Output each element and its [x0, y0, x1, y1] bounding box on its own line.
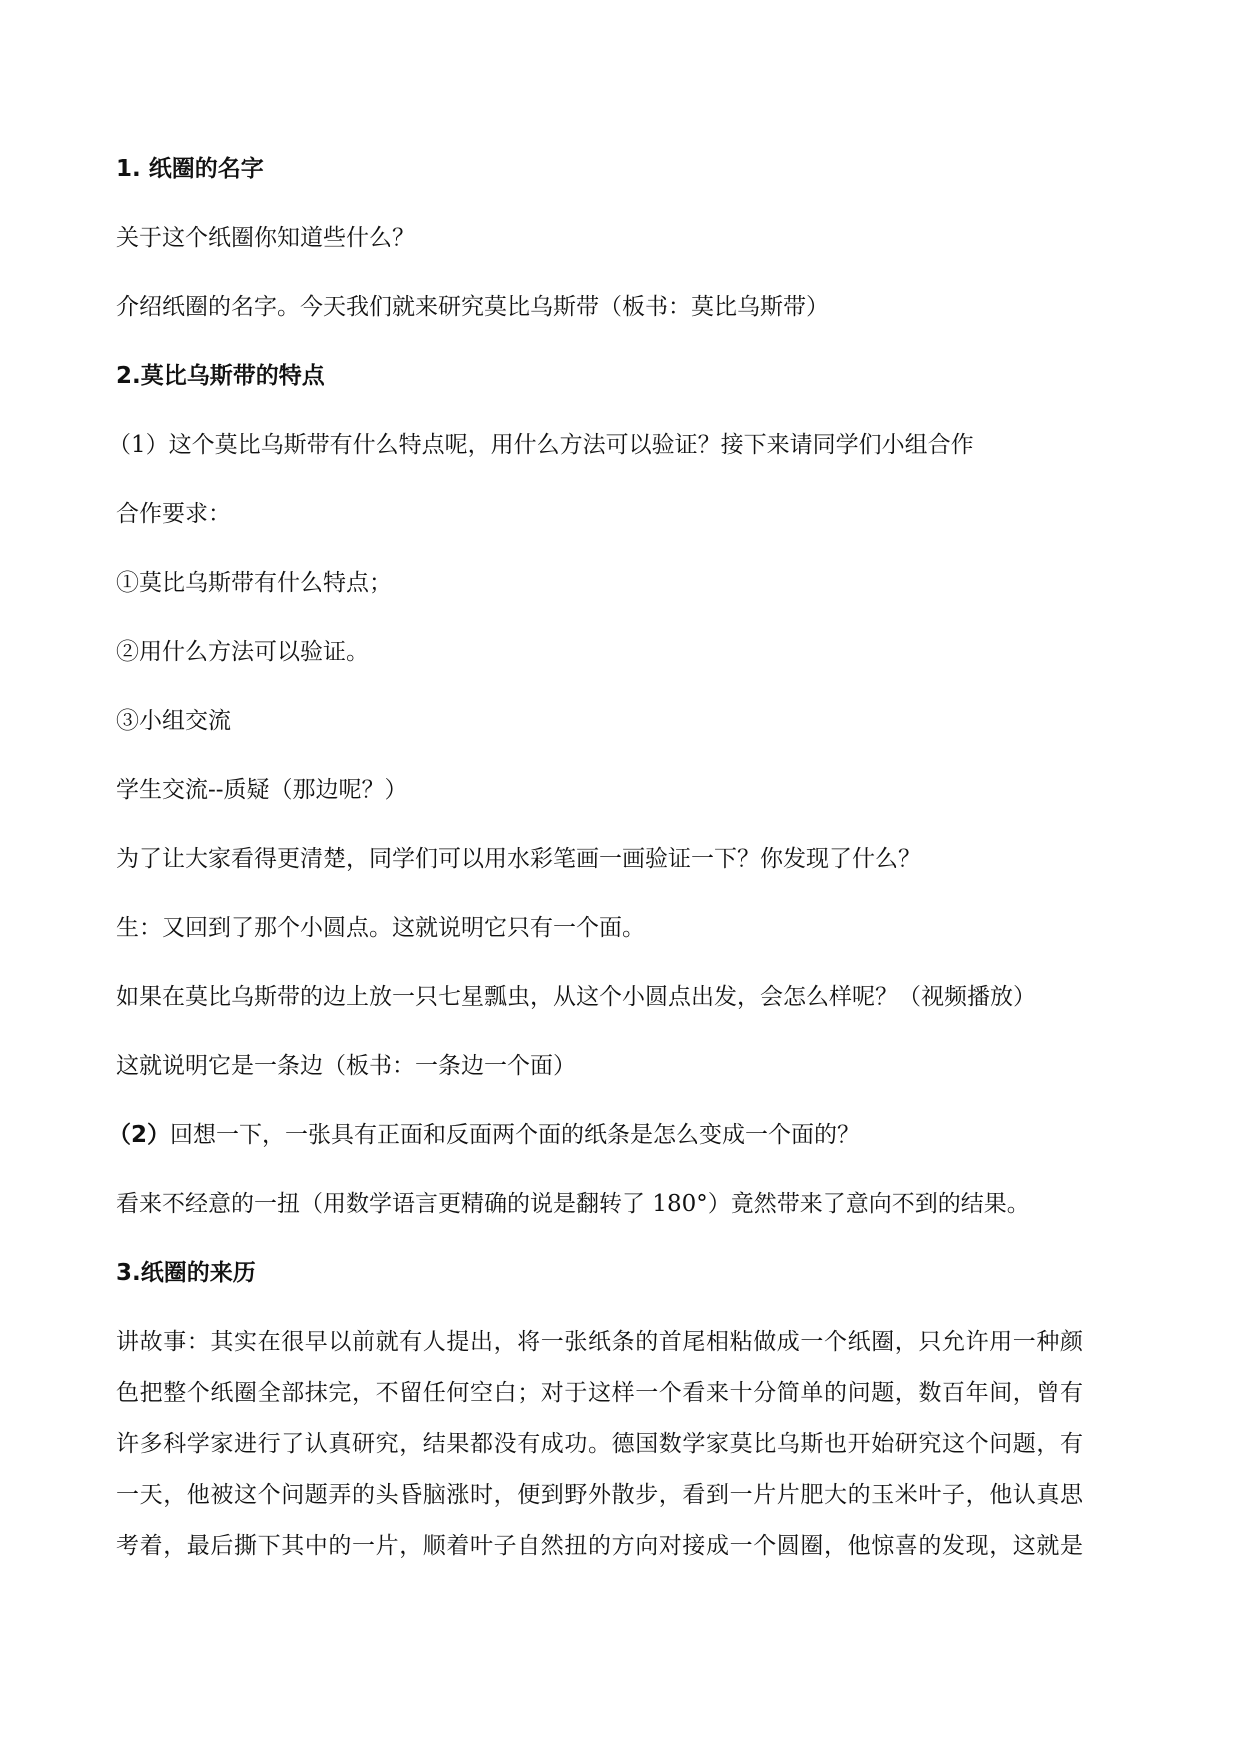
item2-text: 回想一下，一张具有正面和反面两个面的纸条是怎么变成一个面的？	[170, 1122, 861, 1148]
requirements-title: 合作要求：	[116, 501, 231, 527]
twist-conclusion: 看来不经意的一扭（用数学语言更精确的说是翻转了 180°）竟然带来了意向不到的结果。	[116, 1191, 1030, 1217]
story-line: 讲故事：其实在很早以前就有人提出，将一张纸条的首尾相粘做成一个纸圈，只允许用一种颜	[116, 1329, 1084, 1355]
requirement-2: ②用什么方法可以验证。	[116, 639, 369, 665]
story-paragraph	[116, 1325, 1136, 1563]
section2-heading: 2.莫比乌斯带的特点	[116, 363, 325, 389]
clearer-instruction: 为了让大家看得更清楚，同学们可以用水彩笔画一画验证一下？你发现了什么？	[116, 846, 921, 872]
one-edge-conclusion: 这就说明它是一条边（板书：一条边一个面）	[116, 1053, 576, 1079]
section1-intro: 介绍纸圈的名字。今天我们就来研究莫比乌斯带（板书：莫比乌斯带）	[116, 294, 829, 320]
section2-item2	[108, 1118, 1136, 1152]
requirement-1: ①莫比乌斯带有什么特点；	[116, 570, 392, 596]
story-line: 色把整个纸圈全部抹完，不留任何空白；对于这样一个看来十分简单的问题，数百年间，曾有	[116, 1380, 1084, 1406]
story-line: 考着，最后撕下其中的一片，顺着叶子自然扭的方向对接成一个圆圈，他惊喜的发现，这就是	[116, 1533, 1084, 1559]
ladybug-question: 如果在莫比乌斯带的边上放一只七星瓢虫，从这个小圆点出发，会怎么样呢？（视频播放）	[116, 984, 1036, 1010]
section1-question: 关于这个纸圈你知道些什么？	[116, 225, 415, 251]
section1-heading: 1. 纸圈的名字	[116, 156, 264, 182]
student-answer: 生：又回到了那个小圆点。这就说明它只有一个面。	[116, 915, 645, 941]
section2-item1	[108, 428, 1136, 462]
item2-prefix: （2）	[108, 1122, 171, 1148]
student-exchange: 学生交流--质疑（那边呢？）	[116, 777, 408, 803]
item1-prefix: （1）	[108, 432, 169, 458]
section3-heading: 3.纸圈的来历	[116, 1260, 256, 1286]
story-line: 一天，他被这个问题弄的头昏脑涨时，便到野外散步，看到一片片肥大的玉米叶子，他认真思	[116, 1482, 1084, 1508]
item1-text: 这个莫比乌斯带有什么特点呢，用什么方法可以验证？接下来请同学们小组合作	[168, 432, 974, 458]
story-line: 许多科学家进行了认真研究，结果都没有成功。德国数学家莫比乌斯也开始研究这个问题，有	[116, 1431, 1084, 1457]
document-page	[108, 152, 1136, 1580]
requirement-3: ③小组交流	[116, 708, 231, 734]
